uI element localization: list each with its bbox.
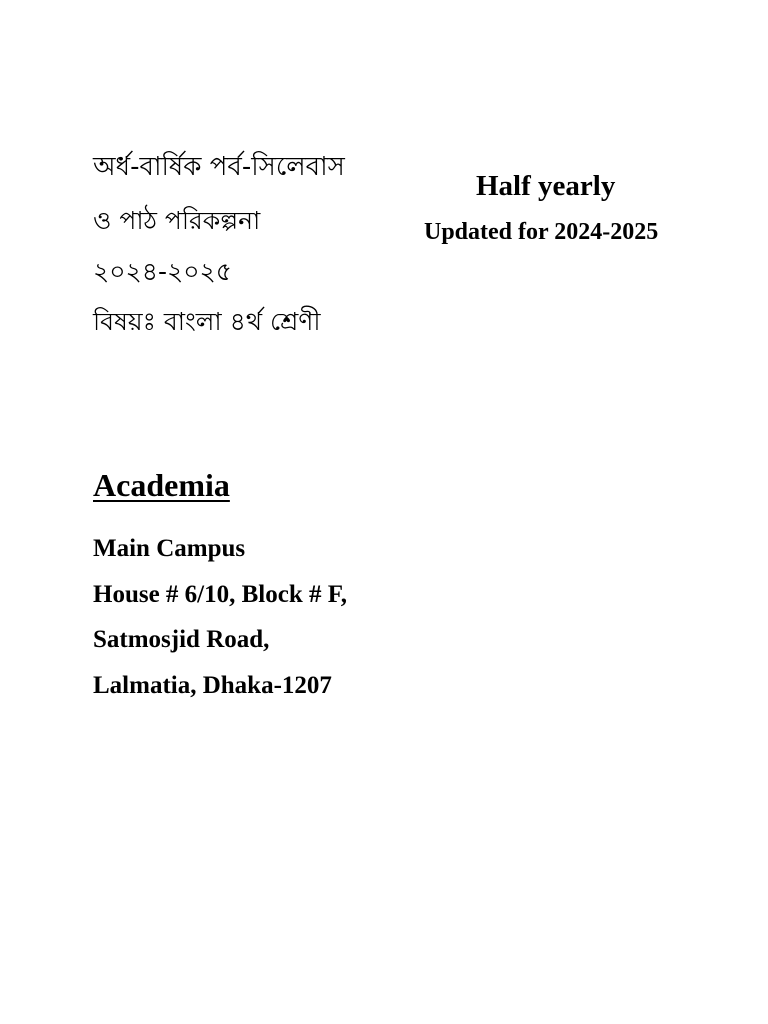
institution-name: Academia [93, 467, 230, 503]
updated-note: Updated for 2024-2025 [424, 219, 659, 245]
address-line-road: Satmosjid Road, [93, 626, 270, 653]
bangla-subtitle: ও পাঠ পরিকল্পনা [93, 206, 261, 235]
address-line-campus: Main Campus [93, 535, 246, 562]
address-line-house: House # 6/10, Block # F, [93, 581, 347, 608]
bangla-subject: বিষয়ঃ বাংলা ৪র্থ শ্রেণী [93, 307, 321, 336]
bangla-title: অর্ধ-বার্ষিক পর্ব-সিলেবাস [93, 152, 345, 182]
address-line-city: Lalmatia, Dhaka-1207 [93, 672, 332, 699]
term-heading: Half yearly [476, 170, 616, 202]
bangla-session: ২০২৪-২০২৫ [93, 257, 232, 286]
